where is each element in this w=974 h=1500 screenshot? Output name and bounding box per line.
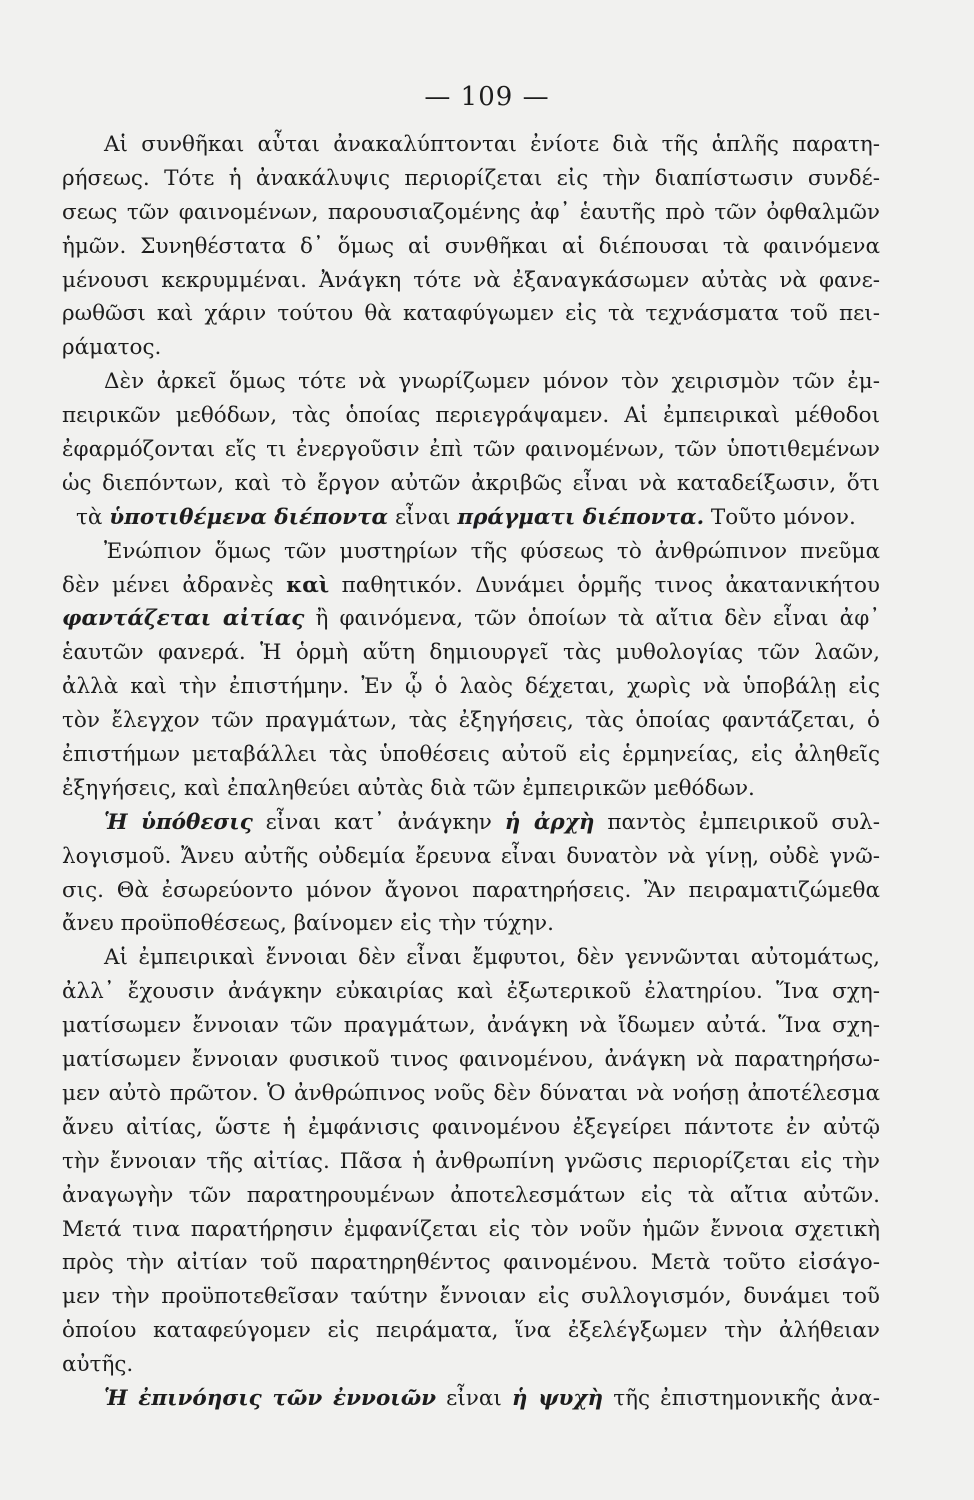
text-line — [62, 670, 880, 704]
text-line — [62, 1111, 880, 1145]
text-line — [62, 433, 880, 467]
page-number: — 109 — — [424, 82, 550, 112]
text-run: ρωθῶσι καὶ χάριν τούτου θὰ καταφύγωμεν εἰς τὰ τεχνάσματα τοῦ πει- — [62, 301, 880, 327]
text-run: ἑαυτῶν φανερά. Ἡ ὁρμὴ αὕτη δημιουργεῖ τὰς μυθολογίας τῶν λαῶν, — [62, 640, 880, 666]
text-line — [62, 297, 880, 331]
text-run: μεν αὐτὸ πρῶτον. Ὁ ἀνθρώπινος νοῦς δὲν δύναται νὰ νοήσῃ ἀποτέλεσμα — [62, 1080, 880, 1106]
text-run: τῆς ἐπιστημονικῆς ἀνα- — [603, 1385, 880, 1411]
text-run: ἐφαρμόζονται εἴς τι ἐνεργοῦσιν ἐπὶ τῶν φαινομένων, τῶν ὑποτιθεμένων — [62, 437, 880, 463]
text-line — [62, 162, 880, 196]
text-run: Αἱ συνθῆκαι αὗται ἀνακαλύπτονται ἐνίοτε διὰ τῆς ἁπλῆς παρατη- — [104, 132, 880, 157]
text-run: παθητικόν. Δυνάμει ὁρμῆς τινος ἀκατανικήτου — [329, 572, 880, 598]
text-line — [62, 907, 880, 941]
emphasized-text: Ἡ ὑπόθεσις — [104, 809, 253, 835]
text-line — [62, 704, 880, 738]
text-line — [62, 196, 880, 230]
emphasized-text: ἡ ψυχὴ — [511, 1385, 604, 1411]
text-run: ἢ φαινόμενα, τῶν ὁποίων τὰ αἴτια δὲν εἶναι ἀφ᾿ — [304, 606, 880, 632]
text-line — [62, 1314, 880, 1348]
text-run: ράματος. — [62, 335, 162, 361]
text-line — [62, 1382, 880, 1416]
text-line — [62, 772, 880, 806]
text-line — [62, 1348, 880, 1382]
text-line — [62, 1145, 880, 1179]
text-run: ἄνευ προϋποθέσεως, βαίνομεν εἰς τὴν τύχην. — [62, 911, 554, 937]
text-line — [62, 1179, 880, 1213]
text-run: ἀλλ᾿ ἔχουσιν ἀνάγκην εὐκαιρίας καὶ ἐξωτερικοῦ ἐλατηρίου. Ἵνα σχη- — [62, 979, 880, 1005]
text-run: ἡμῶν. Συνηθέστατα δ᾿ ὅμως αἱ συνθῆκαι αἱ διέπουσαι τὰ φαινόμενα — [62, 233, 880, 259]
text-line — [62, 331, 880, 365]
text-run: σεως τῶν φαινομένων, παρουσιαζομένης ἀφ᾿ ἑαυτῆς πρὸ τῶν ὀφθαλμῶν — [62, 199, 880, 225]
text-run: ματίσωμεν ἔννοιαν τῶν πραγμάτων, ἀνάγκη νὰ ἴδωμεν αὐτά. Ἵνα σχη- — [62, 1013, 880, 1039]
text-run: ἀλλὰ καὶ τὴν ἐπιστήμην. Ἐν ᾧ ὁ λαὸς δέχεται, χωρὶς νὰ ὑποβάλῃ εἰς — [62, 674, 880, 700]
text-run: μεν τὴν προϋποτεθεῖσαν ταύτην ἔννοιαν εἰς συλλογισμόν, δυνάμει τοῦ — [62, 1284, 880, 1310]
text-run: εἶναι — [436, 1385, 512, 1411]
text-run: εἶναι — [388, 504, 458, 530]
text-line — [62, 975, 880, 1009]
text-run: ρήσεως. Τότε ἡ ἀνακάλυψις περιορίζεται εἰς τὴν διαπίστωσιν συνδέ- — [62, 165, 880, 191]
text-run: εἶναι κατ᾿ ἀνάγκην — [252, 809, 505, 835]
text-run: τὸν ἔλεγχον τῶν πραγμάτων, τὰς ἐξηγήσεις, τὰς ὁποίας φαντάζεται, ὁ — [62, 708, 880, 734]
text-line — [62, 1077, 880, 1111]
emphasized-text: πράγματι διέποντα. — [457, 504, 705, 530]
text-line — [62, 806, 880, 840]
text-run: Δὲν ἀρκεῖ ὅμως τότε νὰ γνωρίζωμεν μόνον τὸν χειρισμὸν τῶν ἐμ- — [104, 369, 880, 395]
emphasized-text: καὶ — [286, 572, 330, 598]
emphasized-text: Ἡ ἐπινόησις τῶν ἐννοιῶν — [104, 1385, 437, 1411]
text-run: ὡς διεπόντων, καὶ τὸ ἔργον αὐτῶν ἀκριβῶς εἶναι νὰ καταδείξωσιν, ὅτι — [62, 470, 880, 496]
text-run: Τοῦτο μόνον. — [704, 504, 856, 530]
text-line — [62, 1280, 880, 1314]
text-line — [62, 1213, 880, 1247]
text-run: ὁποίου καταφεύγομεν εἰς πειράματα, ἵνα ἐξελέγξωμεν τὴν ἀλήθειαν — [62, 1318, 880, 1344]
emphasized-text: φαντάζεται αἰτίας — [62, 606, 305, 632]
text-run: ἀναγωγὴν τῶν παρατηρουμένων ἀποτελεσμάτων εἰς τὰ αἴτια αὐτῶν. — [62, 1182, 880, 1208]
text-run: παντὸς ἐμπειρικοῦ συλ- — [594, 809, 880, 835]
text-run: ἐπιστήμων μεταβάλλει τὰς ὑποθέσεις αὐτοῦ εἰς ἑρμηνείας, εἰς ἀληθεῖς — [62, 742, 880, 768]
body-text — [62, 128, 880, 1416]
emphasized-text: ὑποτιθέμενα διέποντα — [109, 504, 389, 530]
text-line — [62, 840, 880, 874]
text-run: ἐξηγήσεις, καὶ ἐπαληθεύει αὐτὰς διὰ τῶν ἐμπειρικῶν μεθόδων. — [62, 775, 755, 801]
text-run: μένουσι κεκρυμμέναι. Ἀνάγκη τότε νὰ ἐξαναγκάσωμεν αὐτὰς νὰ φανε- — [62, 267, 880, 293]
text-line — [62, 128, 880, 162]
text-run: πειρικῶν μεθόδων, τὰς ὁποίας περιεγράψαμεν. Αἱ ἐμπειρικαὶ μέθοδοι — [62, 403, 880, 429]
text-line — [62, 1009, 880, 1043]
text-line — [62, 738, 880, 772]
text-line — [62, 535, 880, 569]
text-run: πρὸς τὴν αἰτίαν τοῦ παρατηρηθέντος φαινομένου. Μετὰ τοῦτο εἰσάγο- — [62, 1250, 880, 1276]
text-line — [62, 602, 880, 636]
text-run: αὐτῆς. — [62, 1352, 134, 1378]
text-line — [62, 569, 880, 603]
text-line — [62, 365, 880, 399]
text-run: ματίσωμεν ἔννοιαν φυσικοῦ τινος φαινομένου, ἀνάγκη νὰ παρατηρήσω- — [62, 1047, 880, 1073]
text-run: λογισμοῦ. Ἄνευ αὐτῆς οὐδεμία ἔρευνα εἶναι δυνατὸν νὰ γίνῃ, οὐδὲ γνῶ- — [62, 843, 880, 869]
text-line — [62, 1246, 880, 1280]
text-line — [62, 230, 880, 264]
text-run: Ἐνώπιον ὅμως τῶν μυστηρίων τῆς φύσεως τὸ ἀνθρώπινον πνεῦμα — [104, 538, 880, 564]
text-line — [62, 264, 880, 298]
text-line — [62, 874, 880, 908]
text-run: δὲν μένει ἀδρανὲς — [62, 572, 287, 598]
text-line — [62, 467, 880, 501]
text-run: τὰ — [76, 504, 110, 530]
text-run: ἄνευ αἰτίας, ὥστε ἡ ἐμφάνισις φαινομένου ἐξεγείρει πάντοτε ἐν αὐτῷ — [62, 1114, 880, 1140]
text-run: σις. Θὰ ἐσωρεύοντο μόνον ἄγονοι παρατηρήσεις. Ἂν πειραματιζώμεθα — [62, 877, 880, 903]
text-run: Μετά τινα παρατήρησιν ἐμφανίζεται εἰς τὸν νοῦν ἡμῶν ἔννοια σχετικὴ — [62, 1216, 880, 1242]
text-line — [62, 1043, 880, 1077]
text-run: Αἱ ἐμπειρικαὶ ἔννοιαι δὲν εἶναι ἔμφυτοι, δὲν γεννῶνται αὐτομάτως, — [104, 945, 880, 971]
emphasized-text: ἡ ἀρχὴ — [504, 809, 595, 835]
text-line — [62, 636, 880, 670]
text-line — [62, 501, 880, 535]
text-run: τὴν ἔννοιαν τῆς αἰτίας. Πᾶσα ἡ ἀνθρωπίνη γνῶσις περιορίζεται εἰς τὴν — [62, 1148, 880, 1174]
text-line — [62, 941, 880, 975]
text-line — [62, 399, 880, 433]
